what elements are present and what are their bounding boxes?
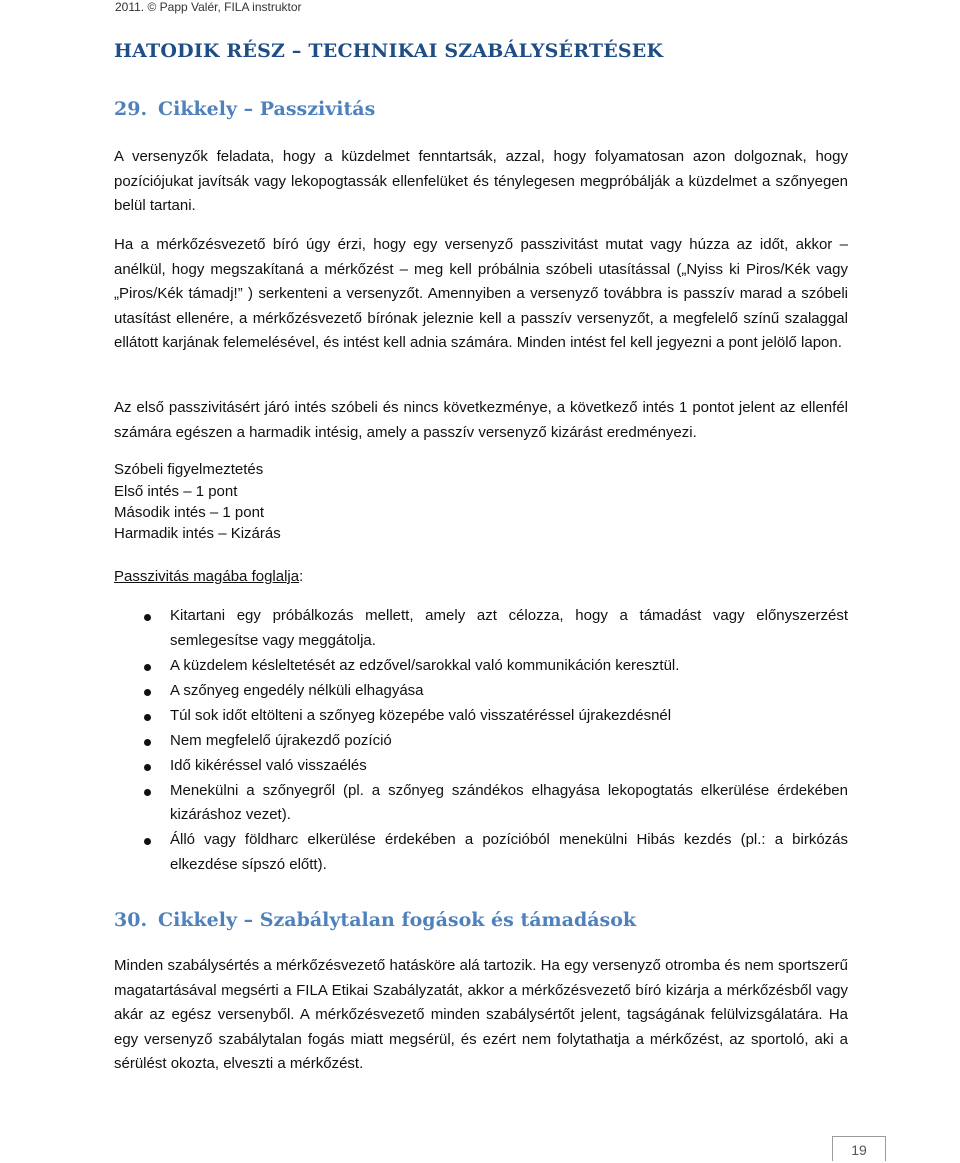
passivity-includes-label: Passzivitás magába foglalja: [114, 568, 300, 585]
paragraph-duties: A versenyzők feladata, hogy a küzdelmet fenntartsák, azzal, hogy folyamatosan azon dolgoznak, hogy pozíciójukat javítsák vagy lekopogtassák ellenfelüket és ténylegesen megpróbálják a küzdelmet a szőnyegen belül tartani.: [114, 148, 848, 214]
list-item-text: Idő kikéréssel való visszaélés: [170, 756, 367, 774]
page-number: 19: [832, 1136, 886, 1161]
section-30-heading: [114, 909, 636, 931]
list-item: [114, 679, 848, 704]
list-item: [114, 754, 848, 779]
bullet-icon: [144, 664, 151, 671]
list-item-text: Nem megfelelő újrakezdő pozíció: [170, 731, 392, 749]
list-item: [114, 828, 848, 877]
bullet-icon: [144, 764, 151, 771]
section-number: 30.: [114, 909, 148, 931]
bullet-icon: [144, 838, 151, 845]
paragraph-illegal-holds: Minden szabálysértés a mérkőzésvezető hatásköre alá tartozik. Ha egy versenyző otromba és nem sportszerű magatartásával megsérti a FILA Etikai Szabályzatát, akkor a mérkőzésvezető bíró kizárja a mérkőzésből vagy akár az egész versenyből. A mérkőzésvezető minden szabálysértőt jelent, tagságának felülvizsgálatára. Ha egy versenyző szabálytalan fogás miatt megsérül, és ezért nem folytathatja a mérkőzést, az sportoló, aki a sérülést okozta, elveszti a mérkőzést.: [114, 957, 848, 1072]
running-header: 2011. © Papp Valér, FILA instruktor: [115, 0, 302, 14]
penalty-line: Szóbeli figyelmeztetés: [114, 461, 264, 478]
section-title: Cikkely – Szabálytalan fogások és támadások: [158, 909, 637, 931]
passivity-list: [114, 604, 848, 878]
list-item-text: A küzdelem késleltetését az edzővel/sarokkal való kommunikáción keresztül.: [170, 656, 680, 674]
section-29-heading: [114, 98, 375, 120]
penalty-line: Első intés – 1 pont: [114, 483, 238, 500]
list-item: [114, 779, 848, 828]
passivity-includes-heading: [114, 566, 303, 587]
list-item-text: A szőnyeg engedély nélküli elhagyása: [170, 681, 424, 699]
paragraph-referee-warning: Ha a mérkőzésvezető bíró úgy érzi, hogy egy versenyző passzivitást mutat vagy húzza az időt, akkor – anélkül, hogy megszakítaná a mérkőzést – meg kell próbálnia szóbeli utasítással („Nyiss ki Piros/Kék vagy „Piros/Kék támadj!” ) serkenteni a versenyzőt. Amennyiben a versenyző továbbra is passzív marad a szóbeli utasítást ellenére, a mérkőzésvezető bírónak jeleznie kell a passzív versenyzőt, a megfelelő színű szalaggal ellátott karjának felemelésével, és intést kell adnia számára. Minden intést fel kell jegyezni a pont jelölő lapon.: [114, 236, 848, 351]
list-item-text: Túl sok időt eltölteni a szőnyeg közepébe való visszatéréssel újrakezdésnél: [170, 706, 672, 724]
list-item-text: Álló vagy földharc elkerülése érdekében a pozícióból menekülni Hibás kezdés (pl.: a birkózás elkezdése sípszó előtt).: [170, 831, 848, 873]
section-title: Cikkely – Passzivitás: [158, 98, 376, 120]
list-item-text: Menekülni a szőnyegről (pl. a szőnyeg szándékos elhagyása lekopogtatás elkerülése érdekében kizáráshoz vezet).: [170, 781, 848, 823]
list-item: [114, 729, 848, 754]
bullet-icon: [144, 614, 151, 621]
bullet-icon: [144, 739, 151, 746]
penalty-line: Harmadik intés – Kizárás: [114, 525, 281, 542]
passivity-includes-colon: :: [299, 568, 304, 585]
penalty-line: Második intés – 1 pont: [114, 504, 265, 521]
bullet-icon: [144, 689, 151, 696]
part-title: HATODIK RÉSZ – TECHNIKAI SZABÁLYSÉRTÉSEK: [114, 40, 664, 62]
list-item: [114, 704, 848, 729]
paragraph-penalty-rule: Az első passzivitásért járó intés szóbeli és nincs következménye, a következő intés 1 pontot jelent az ellenfél számára egészen a harmadik intésig, amely a passzív versenyző kizárást eredményezi.: [114, 399, 848, 441]
list-item: [114, 604, 848, 653]
list-item: [114, 654, 848, 679]
bullet-icon: [144, 714, 151, 721]
section-number: 29.: [114, 98, 148, 120]
list-item-text: Kitartani egy próbálkozás mellett, amely azt célozza, hogy a támadást vagy előnyszerzést semlegesítse vagy meggátolja.: [170, 607, 848, 649]
bullet-icon: [144, 789, 151, 796]
